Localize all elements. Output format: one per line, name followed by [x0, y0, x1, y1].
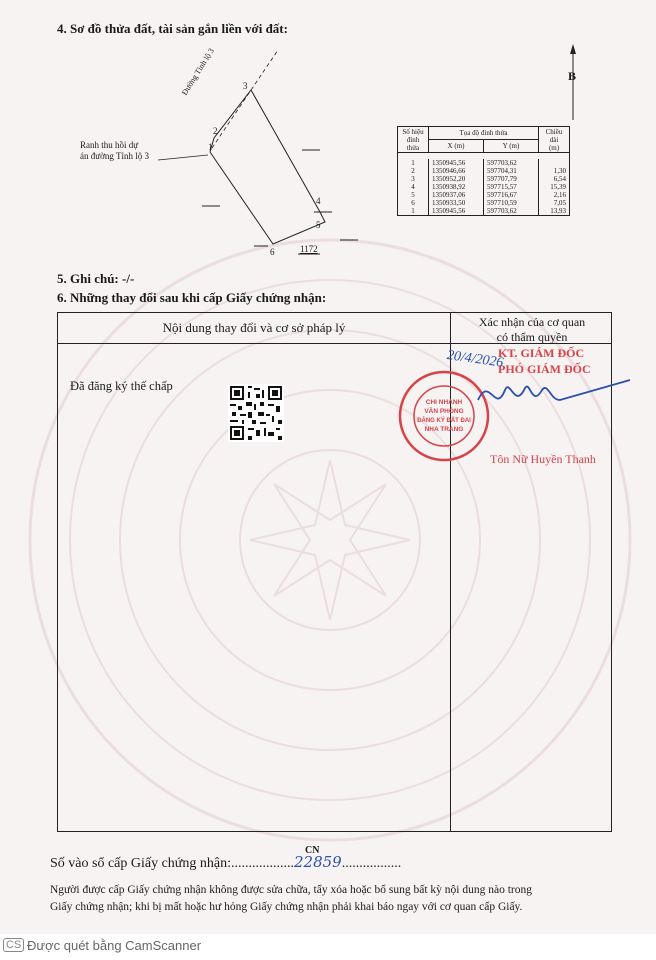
- register-dots-before: ..................: [231, 856, 294, 871]
- row-length: 2,16: [539, 191, 570, 199]
- length-header-line2: (m): [548, 143, 560, 152]
- row-length: [539, 159, 570, 167]
- table-row: [398, 159, 570, 167]
- row-x: 1350945,56: [429, 207, 484, 216]
- boundary-label-line1: Ranh thu hồi dự: [80, 140, 139, 150]
- table-row: [398, 167, 570, 175]
- table-row: [398, 191, 570, 199]
- row-x: 1350946,66: [429, 167, 484, 175]
- signer-name: Tôn Nữ Huyền Thanh: [490, 452, 596, 466]
- length-header-line1: Chiều dài: [545, 127, 563, 144]
- table-row: [398, 199, 570, 207]
- table-row: [398, 207, 570, 216]
- row-y: 597715,57: [484, 183, 539, 191]
- section-6-title: 6. Những thay đổi sau khi cấp Giấy chứng nhận:: [57, 290, 327, 305]
- handwritten-date: 20/4/2026: [445, 348, 505, 371]
- table-row: [398, 183, 570, 191]
- x-header: X (m): [429, 140, 484, 153]
- row-x: 1350937,06: [429, 191, 484, 199]
- y-header: Y (m): [484, 140, 539, 153]
- vertex-header-line1: Số hiệu: [402, 127, 424, 136]
- register-prefix: CN: [305, 845, 320, 856]
- length-header: [539, 127, 570, 153]
- row-x: 1350933,50: [429, 199, 484, 207]
- row-length: 7,05: [539, 199, 570, 207]
- register-number: 22859: [294, 853, 342, 871]
- confirmation-column-header: [451, 315, 613, 345]
- vertex-label-3: 3: [243, 81, 248, 91]
- row-length: 6,54: [539, 175, 570, 183]
- vertex-label-1: 1: [208, 142, 213, 152]
- svg-text:ĐĂNG KÝ ĐẤT ĐAI: ĐĂNG KÝ ĐẤT ĐAI: [417, 418, 471, 424]
- row-length: 15,39: [539, 183, 570, 191]
- lot-number: 1172: [300, 244, 318, 254]
- row-y: 597707,79: [484, 175, 539, 183]
- confirmation-header-line2: có thẩm quyền: [496, 330, 568, 344]
- changes-column-header: Nội dung thay đổi và cơ sở pháp lý: [162, 320, 346, 335]
- footer-note-line1: Người được cấp Giấy chứng nhận không được sửa chữa, tẩy xóa hoặc bổ sung bất kỳ nội dung nào trong: [50, 884, 532, 896]
- row-vertex: 5: [398, 191, 429, 199]
- row-vertex: 2: [398, 167, 429, 175]
- table-row: [398, 175, 570, 183]
- qr-code-icon: [228, 384, 284, 442]
- vertex-label-5: 5: [316, 220, 321, 230]
- row-x: 1350952,20: [429, 175, 484, 183]
- row-y: 597710,59: [484, 199, 539, 207]
- row-y: 597716,67: [484, 191, 539, 199]
- row-y: 597704,31: [484, 167, 539, 175]
- row-vertex: 1: [398, 207, 429, 216]
- vertex-label-4: 4: [316, 196, 321, 206]
- svg-text:NHA TRANG: NHA TRANG: [424, 426, 464, 433]
- svg-text:CHI NHÁNH: CHI NHÁNH: [425, 399, 463, 406]
- camscanner-watermark-bar: [0, 934, 656, 960]
- confirmation-header-line1: Xác nhận của cơ quan: [478, 315, 586, 329]
- register-line: [50, 853, 401, 872]
- title-line-1: KT. GIÁM ĐỐC: [498, 346, 585, 360]
- section-5-title: 5. Ghi chú: -/-: [57, 271, 135, 286]
- row-length: 1,30: [539, 167, 570, 175]
- vertex-header-line2: đỉnh thửa: [406, 135, 420, 152]
- row-x: 1350945,56: [429, 159, 484, 167]
- vertex-header: [398, 127, 429, 153]
- entry-text: Đã đăng ký thế chấp: [70, 379, 173, 393]
- section-4-title: 4. Sơ đồ thửa đất, tài sản gắn liền với đất:: [57, 21, 288, 36]
- row-vertex: 3: [398, 175, 429, 183]
- register-dots-after: .................: [341, 856, 402, 871]
- coordinate-table: [397, 126, 570, 216]
- row-x: 1350938,92: [429, 183, 484, 191]
- boundary-label-line2: án đường Tỉnh lộ 3: [80, 151, 149, 161]
- row-vertex: 1: [398, 159, 429, 167]
- vertex-label-2: 2: [213, 126, 218, 136]
- footer-note-line2: Giấy chứng nhận; khi bị mất hoặc hư hỏng Giấy chứng nhận phải khai báo ngay với cơ quan cấp Giấy.: [50, 901, 523, 913]
- svg-text:VĂN PHÒNG: VĂN PHÒNG: [424, 408, 464, 415]
- row-y: 597703,62: [484, 159, 539, 167]
- camscanner-logo-icon: CS: [3, 938, 24, 952]
- row-vertex: 6: [398, 199, 429, 207]
- vertex-label-6: 6: [270, 247, 275, 257]
- title-line-2: PHÓ GIÁM ĐỐC: [498, 362, 591, 376]
- row-vertex: 4: [398, 183, 429, 191]
- register-label: Số vào sổ cấp Giấy chứng nhận:: [50, 856, 231, 871]
- road-label: Đường Tỉnh lộ 3: [180, 46, 216, 97]
- row-length: 13,93: [539, 207, 570, 216]
- camscanner-text: Được quét bằng CamScanner: [27, 938, 202, 953]
- row-y: 597703,62: [484, 207, 539, 216]
- handwritten-signature: [470, 370, 640, 420]
- north-label: B: [568, 69, 577, 83]
- coords-header: Tọa độ đỉnh thửa: [429, 127, 539, 140]
